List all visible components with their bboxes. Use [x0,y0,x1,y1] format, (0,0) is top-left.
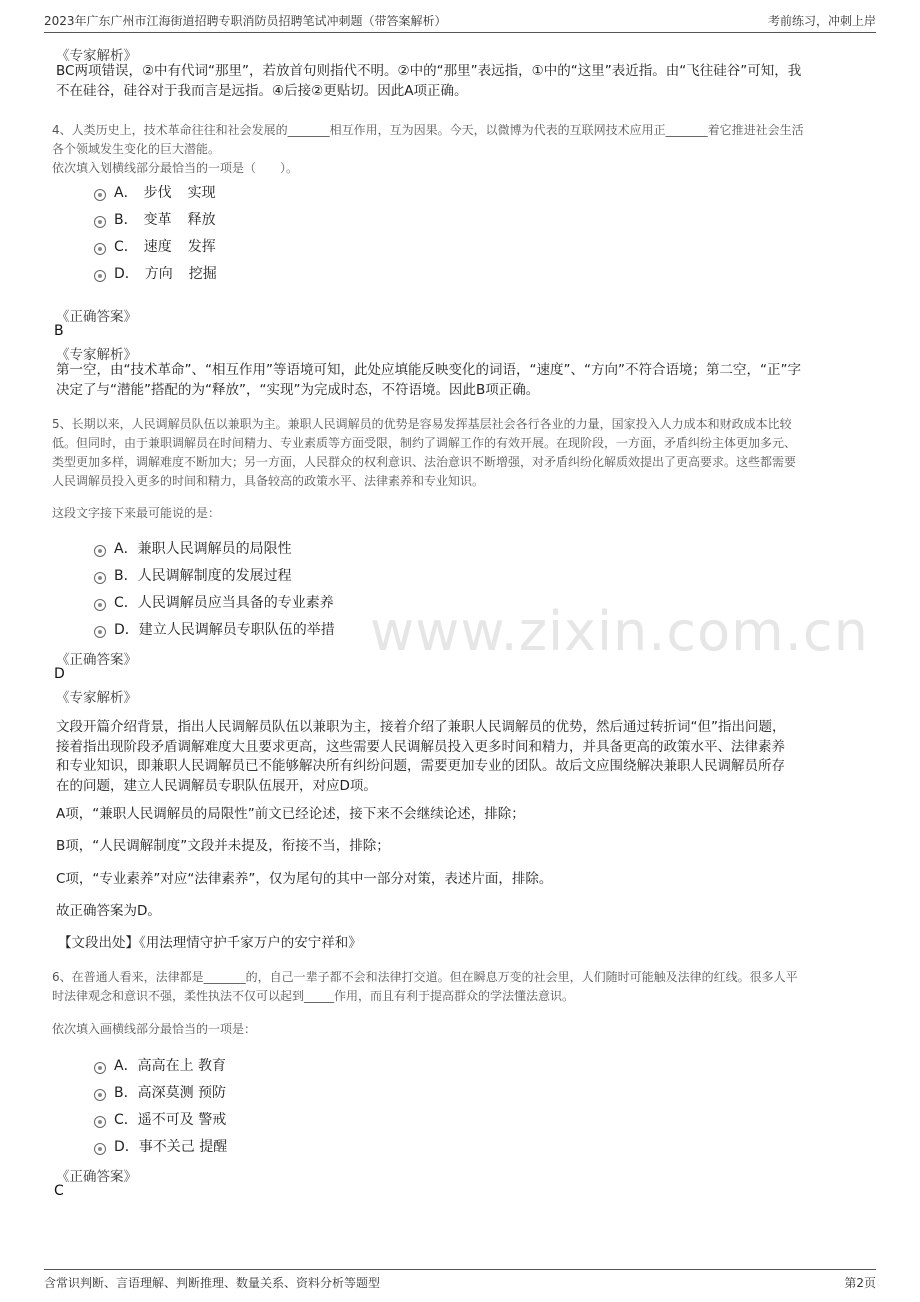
option-word-1: 步伐 [143,185,172,201]
q5-option-b[interactable] [94,565,292,585]
analysis-line: 和专业知识，即兼职人民调解员已不能够解决所有纠纷问题，需要更加专业的团队。故后文应围绕解决兼职人民调解员所存 [56,758,785,774]
option-word-1: 变革 [143,212,172,228]
analysis-option-c: C项，“专业素养”对应“法律素养”，仅为尾句的其中一部分对策，表述片面，排除。 [56,871,553,887]
radio-button-icon[interactable] [94,270,106,282]
analysis-line: 第一空，由“技术革命”、“相互作用”等语境可知，此处应填能反映变化的词语，“速度”、“方向”不符合语境；第二空，“正”字 [56,362,801,378]
footer-topics: 含常识判断、言语理解、判断推理、数量关系、资料分析等题型 [44,1276,381,1290]
q6-option-c[interactable] [94,1109,226,1129]
analysis-line: 在的问题，建立人民调解员专职队伍展开，对应D项。 [56,777,377,794]
document-title: 2023年广东广州市江海街道招聘专职消防员招聘笔试冲刺题（带答案解析） [44,14,447,28]
stem-line: 类型更加多样，调解难度不断加大；另一方面，人民群众的权利意识、法治意识不断增强，对矛盾纠纷化解质效提出了更高要求。这些都需要 [52,455,797,469]
stem-line: 人民调解员投入更多的时间和精力，具备较高的政策水平、法律素养和专业知识。 [52,474,485,488]
stem-line: 各个领域发生变化的巨大潜能。 [52,142,221,156]
option-text: 遥不可及 警戒 [137,1112,227,1128]
analysis-line: 接着指出现阶段矛盾调解难度大且要求更高，这些需要人民调解员投入更多时间和精力，并具备更高的政策水平、法律素养 [56,738,785,755]
option-letter: D． [114,266,139,282]
correct-answer: C [54,1183,64,1199]
analysis-line: 决定了与“潜能”搭配的为“释放”，“实现”为完成时态，不符语境。因此B项正确。 [56,381,540,398]
option-word-1: 方向 [144,266,173,282]
stem-line: 时法律观念和意识不强，柔性执法不仅可以起到_____作用，而且有利于提高群众的学法懂法意识。 [52,989,575,1003]
option-letter: C． [114,1112,138,1128]
question-4-stem [52,121,867,178]
question-prompt: 依次填入画横线部分最恰当的一项是： [52,1022,257,1036]
analysis-label: 《专家解析》 [56,347,137,363]
question-6-stem [52,968,867,1006]
stem-line: 4、人类历史上，技术革命往往和社会发展的_______相互作用，互为因果。今天，以微博为代表的互联网技术应用正_______着它推进社会生活 [52,123,804,137]
option-letter: D． [114,622,139,638]
correct-answer: D [54,666,65,682]
q4-option-b[interactable] [94,209,216,229]
option-letter: A． [114,185,138,201]
stem-line: 5、长期以来，人民调解员队伍以兼职为主。兼职人民调解员的优势是容易发挥基层社会各行各业的力量，国家投入人力成本和财政成本比较 [52,417,792,431]
header-slogan: 考前练习，冲刺上岸 [767,14,876,28]
answer-label: 《正确答案》 [56,309,137,325]
radio-button-icon[interactable] [94,189,106,201]
option-word-2: 释放 [187,212,216,228]
answer-label: 《正确答案》 [56,1169,137,1185]
q5-option-c[interactable] [94,592,334,612]
option-letter: A． [114,1058,138,1074]
option-letter: B． [114,212,138,228]
radio-button-icon[interactable] [94,599,106,611]
analysis-paragraph [56,718,856,796]
analysis-option-a: A项，“兼职人民调解员的局限性”前文已经论述，接下来不会继续论述，排除； [56,806,525,822]
analysis-label: 《专家解析》 [56,48,137,64]
option-letter: B． [114,568,138,584]
q6-option-b[interactable] [94,1082,226,1102]
option-letter: C． [114,239,138,255]
radio-button-icon[interactable] [94,216,106,228]
page-number: 第2页 [844,1276,876,1290]
question-prompt: 依次填入划横线部分最恰当的一项是（ ）。 [52,161,299,175]
option-letter: B． [114,1085,138,1101]
stem-line: 低。但同时，由于兼职调解员在时间精力、专业素质等方面受限，制约了调解工作的有效开展。在现阶段，一方面，矛盾纠纷主体更加多元、 [52,436,797,450]
option-letter: A． [114,541,138,557]
analysis-text [56,361,856,400]
q5-option-d[interactable] [94,619,335,639]
option-text: 兼职人民调解员的局限性 [137,541,292,557]
correct-answer: B [54,323,64,339]
passage-source: 【文段出处】《用法理情守护千家万户的安宁祥和》 [58,935,362,951]
option-text: 建立人民调解员专职队伍的举措 [138,622,335,638]
option-text: 人民调解制度的发展过程 [137,568,292,584]
option-word-2: 实现 [187,185,216,201]
option-text: 高深莫测 预防 [137,1085,227,1101]
radio-button-icon[interactable] [94,1116,106,1128]
option-word-2: 挖掘 [188,266,217,282]
analysis-conclusion: 故正确答案为D。 [56,903,161,919]
q6-option-a[interactable] [94,1055,226,1075]
radio-button-icon[interactable] [94,626,106,638]
q4-option-d[interactable] [94,263,217,283]
radio-button-icon[interactable] [94,1089,106,1101]
watermark: www.zixin.com.cn [370,600,869,663]
option-letter: D． [114,1139,139,1155]
q5-option-a[interactable] [94,538,292,558]
radio-button-icon[interactable] [94,1143,106,1155]
page-footer [44,1269,876,1292]
stem-line: 6、在普通人看来，法律都是_______的，自己一辈子都不会和法律打交道。但在瞬息万变的社会里，人们随时可能触及法律的红线。很多人平 [52,970,798,984]
option-text: 高高在上 教育 [137,1058,227,1074]
q4-option-c[interactable] [94,236,216,256]
option-word-1: 速度 [143,239,172,255]
radio-button-icon[interactable] [94,1062,106,1074]
analysis-line: 文段开篇介绍背景，指出人民调解员队伍以兼职为主，接着介绍了兼职人民调解员的优势，然后通过转折词“但”指出问题， [56,719,786,735]
analysis-line: BC两项错误，②中有代词“那里”，若放首句则指代不明。②中的“那里”表远指，①中的“这里”表近指。由“飞往硅谷”可知，我 [56,63,802,79]
option-text: 人民调解员应当具备的专业素养 [137,595,334,611]
option-text: 事不关己 提醒 [138,1139,228,1155]
question-5-stem [52,415,867,491]
option-word-2: 发挥 [187,239,216,255]
q6-option-d[interactable] [94,1136,227,1156]
q4-option-a[interactable] [94,182,216,202]
radio-button-icon[interactable] [94,572,106,584]
answer-label: 《正确答案》 [56,652,137,668]
radio-button-icon[interactable] [94,545,106,557]
analysis-text [56,62,856,101]
page-header [44,12,876,33]
option-letter: C． [114,595,138,611]
question-prompt: 这段文字接下来最可能说的是： [52,506,221,520]
radio-button-icon[interactable] [94,243,106,255]
analysis-option-b: B项，“人民调解制度”文段并未提及，衔接不当，排除； [56,838,390,854]
analysis-label: 《专家解析》 [56,690,137,706]
analysis-line: 不在硅谷，硅谷对于我而言是远指。④后接②更贴切。因此A项正确。 [56,82,468,99]
